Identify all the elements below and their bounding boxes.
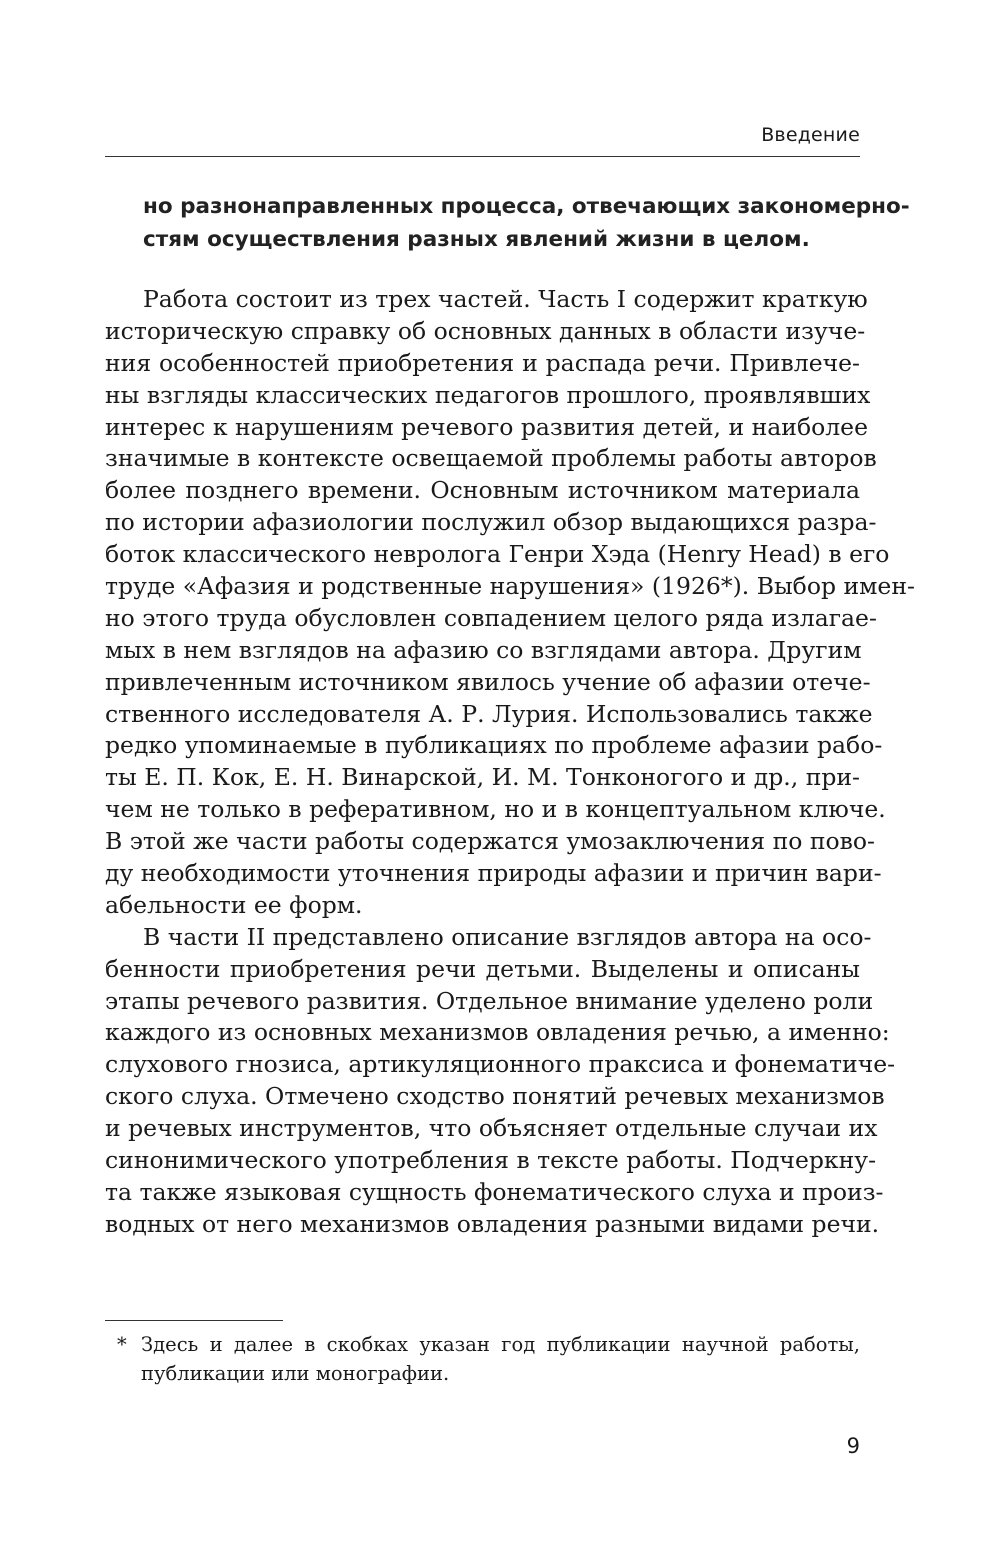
text-line: абельности ее форм.: [105, 890, 363, 919]
footnote-body: [141, 1330, 860, 1388]
footnote: [105, 1330, 860, 1388]
text-line: чем не только в реферативном, но и в концептуальном ключе.: [105, 795, 886, 824]
text-line: Работа состоит из трех частей. Часть I содержит краткую: [143, 285, 868, 313]
text-line: ду необходимости уточнения природы афазии и причин вари-: [105, 859, 882, 888]
text-line: В этой же части работы содержатся умозаключения по пово-: [105, 827, 875, 856]
text-line: но этого труда обусловлен совпадением целого ряда излагае-: [105, 603, 877, 632]
lead-paragraph: [143, 190, 910, 256]
text-line: слухового гнозиса, артикуляционного праксиса и фонематиче-: [105, 1050, 896, 1079]
text-line: труде «Афазия и родственные нарушения» (1926*). Выбор имен-: [105, 572, 915, 601]
body-text: [105, 284, 915, 1241]
text-line: редко упоминаемые в публикациях по проблеме афазии рабо-: [105, 731, 883, 760]
footnote-rule: [105, 1320, 283, 1321]
text-line: ты Е. П. Кок, Е. Н. Винарской, И. М. Тонконогого и др., при-: [105, 763, 860, 792]
text-line: мых в нем взглядов на афазию со взглядами автора. Другим: [105, 635, 862, 664]
footnote-line: Здесь и далее в скобках указан год публикации научной работы,: [141, 1333, 860, 1356]
text-line: и речевых инструментов, что объясняет отдельные случаи их: [105, 1114, 878, 1143]
text-line: ны взгляды классических педагогов прошлого, проявлявших: [105, 380, 871, 409]
page-number: 9: [846, 1434, 860, 1458]
text-line: боток классического невролога Генри Хэда (Henry Head) в его: [105, 540, 890, 569]
paragraph-1: [105, 284, 915, 922]
text-line: ского слуха. Отмечено сходство понятий речевых механизмов: [105, 1082, 885, 1111]
footnote-line: публикации или монографии.: [141, 1362, 450, 1385]
lead-line: стям осуществления разных явлений жизни в целом.: [143, 227, 810, 252]
text-line: историческую справку об основных данных в области изуче-: [105, 316, 866, 345]
text-line: этапы речевого развития. Отдельное внимание уделено роли: [105, 986, 874, 1015]
text-line: значимые в контексте освещаемой проблемы работы авторов: [105, 444, 877, 473]
text-line: интерес к нарушениям речевого развития детей, и наиболее: [105, 412, 868, 441]
text-line: по истории афазиологии послужил обзор выдающихся разра-: [105, 508, 877, 537]
text-line: та также языковая сущность фонематического слуха и произ-: [105, 1177, 884, 1206]
running-header: Введение: [761, 124, 860, 146]
text-line: ния особенностей приобретения и распада речи. Привлече-: [105, 348, 860, 377]
text-line: водных от него механизмов овладения разными видами речи.: [105, 1209, 880, 1238]
footnote-mark: *: [117, 1333, 127, 1356]
text-line: каждого из основных механизмов овладения речью, а именно:: [105, 1018, 890, 1047]
text-line: бенности приобретения речи детьми. Выделены и описаны: [105, 954, 860, 983]
text-line: ственного исследователя А. Р. Лурия. Использовались также: [105, 699, 873, 728]
lead-line: но разнонаправленных процесса, отвечающих закономерно-: [143, 194, 910, 219]
text-line: синонимического употребления в тексте работы. Подчеркну-: [105, 1146, 877, 1175]
header-rule: [105, 156, 860, 157]
text-line: привлеченным источником явилось учение об афазии отече-: [105, 667, 871, 696]
paragraph-2: [105, 922, 896, 1241]
text-line: В части II представлено описание взглядов автора на осо-: [143, 922, 872, 951]
text-line: более позднего времени. Основным источником материала: [105, 476, 860, 505]
